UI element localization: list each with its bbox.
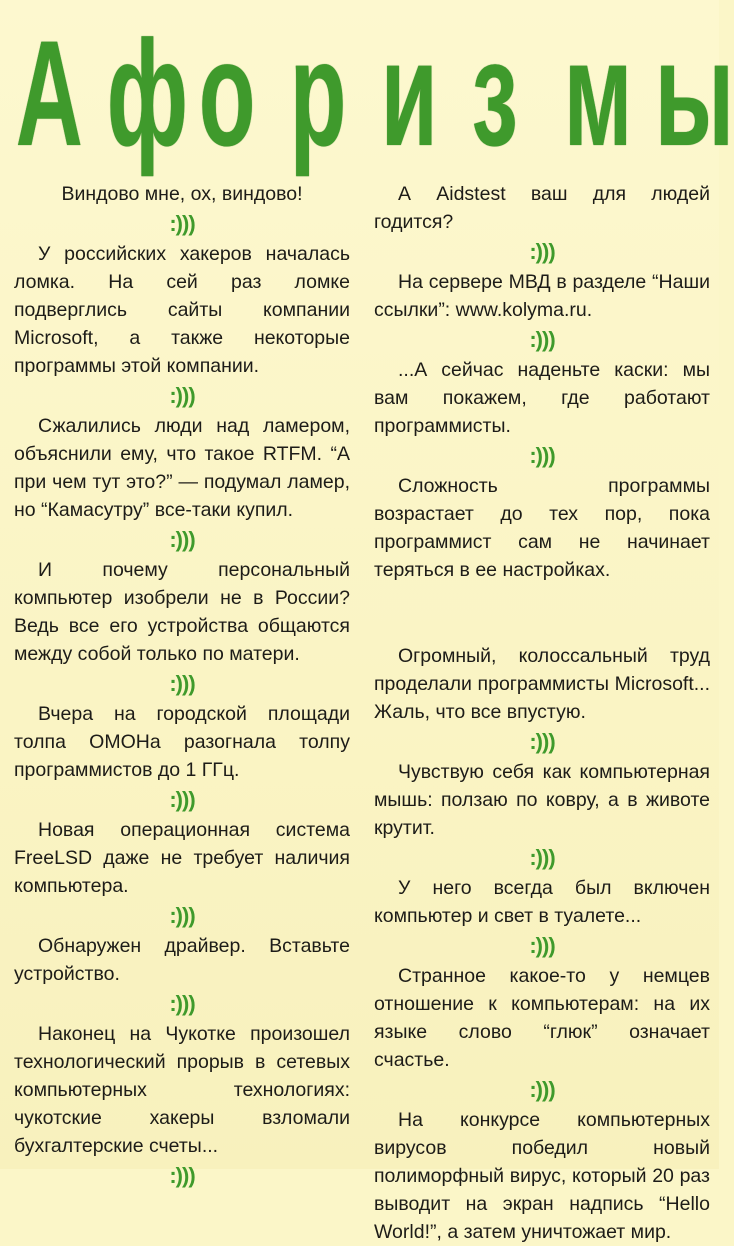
smiley-separator: :))): [529, 933, 555, 958]
smiley-separator: :))): [529, 729, 555, 754]
aphorism: А Aidstest ваш для людей годится?: [374, 183, 710, 233]
aphorism: Чувствую себя как компьютерная мышь: ползаю по ковру, а в животе крутит.: [374, 761, 710, 839]
left-column: [14, 180, 350, 1192]
aphorism: Сложность программы возрастает до тех пор, пока программист сам не начинает теряться в ее настройках.: [374, 475, 710, 581]
smiley-separator: :))): [169, 903, 195, 928]
smiley-separator: :))): [169, 527, 195, 552]
aphorism: И почему персональный компьютер изобрели не в России? Ведь все его устройства общаются между собой только по матери.: [14, 559, 350, 665]
spacer: [374, 584, 710, 642]
aphorism: У российских хакеров началась ломка. На сей раз ломке подверглись сайты компании Microsoft, а также некоторые программы этой компании.: [14, 243, 350, 377]
aphorism: На сервере МВД в разделе “Наши ссылки”: www.kolyma.ru.: [374, 271, 710, 321]
smiley-separator: :))): [169, 671, 195, 696]
aphorism: Сжалились люди над ламером, объяснили ему, что такое RTFM. “А при чем тут это?” — подумал ламер, но “Камасутру” все-таки купил.: [14, 415, 350, 521]
title-letter: з: [472, 9, 519, 177]
aphorism: Обнаружен драйвер. Вставьте устройство.: [14, 935, 350, 985]
aphorism: На конкурсе компьютерных вирусов победил новый полиморфный вирус, который 20 раз выводит на экран надпись “Hello World!”, а затем уничтожает мир.: [374, 1109, 710, 1243]
aphorism: Новая операционная система FreeLSD даже не требует наличия компьютера.: [14, 819, 350, 897]
aphorism: ...А сейчас наденьте каски: мы вам покажем, где работают программисты.: [374, 359, 710, 437]
aphorism: Огромный, колоссальный труд проделали программисты Microsoft... Жаль, что все впустую.: [374, 645, 710, 723]
smiley-separator: :))): [169, 1163, 195, 1188]
aphorism: Странное какое-то у немцев отношение к компьютерам: на их языке слово “глюк” означает счастье.: [374, 965, 710, 1071]
smiley-separator: :))): [529, 845, 555, 870]
smiley-separator: :))): [529, 327, 555, 352]
title-letter: ы: [654, 9, 734, 177]
title-letter: А: [15, 9, 83, 177]
title-letter: и: [380, 9, 438, 177]
title-letter: м: [563, 9, 633, 177]
aphorism: У него всегда был включен компьютер и свет в туалете...: [374, 877, 710, 927]
smiley-separator: :))): [169, 787, 195, 812]
title-letter: ф: [106, 9, 189, 177]
right-column: [374, 180, 710, 1246]
smiley-separator: :))): [169, 211, 195, 236]
title-letter: о: [198, 9, 256, 177]
title-letter: р: [289, 9, 347, 177]
aphorism: Вчера на городской площади толпа ОМОНа разогнала толпу программистов до 1 ГГц.: [14, 703, 350, 781]
smiley-separator: :))): [169, 383, 195, 408]
smiley-separator: :))): [169, 991, 195, 1016]
smiley-separator: :))): [529, 239, 555, 264]
aphorism: Наконец на Чукотке произошел технологический прорыв в сетевых компьютерных технологиях: чукотские хакеры взломали бухгалтерские счеты...: [14, 1023, 350, 1157]
smiley-separator: :))): [529, 1077, 555, 1102]
page-title: [0, 9, 734, 177]
smiley-separator: :))): [529, 443, 555, 468]
aphorism: Виндово мне, ох, виндово!: [61, 183, 303, 205]
